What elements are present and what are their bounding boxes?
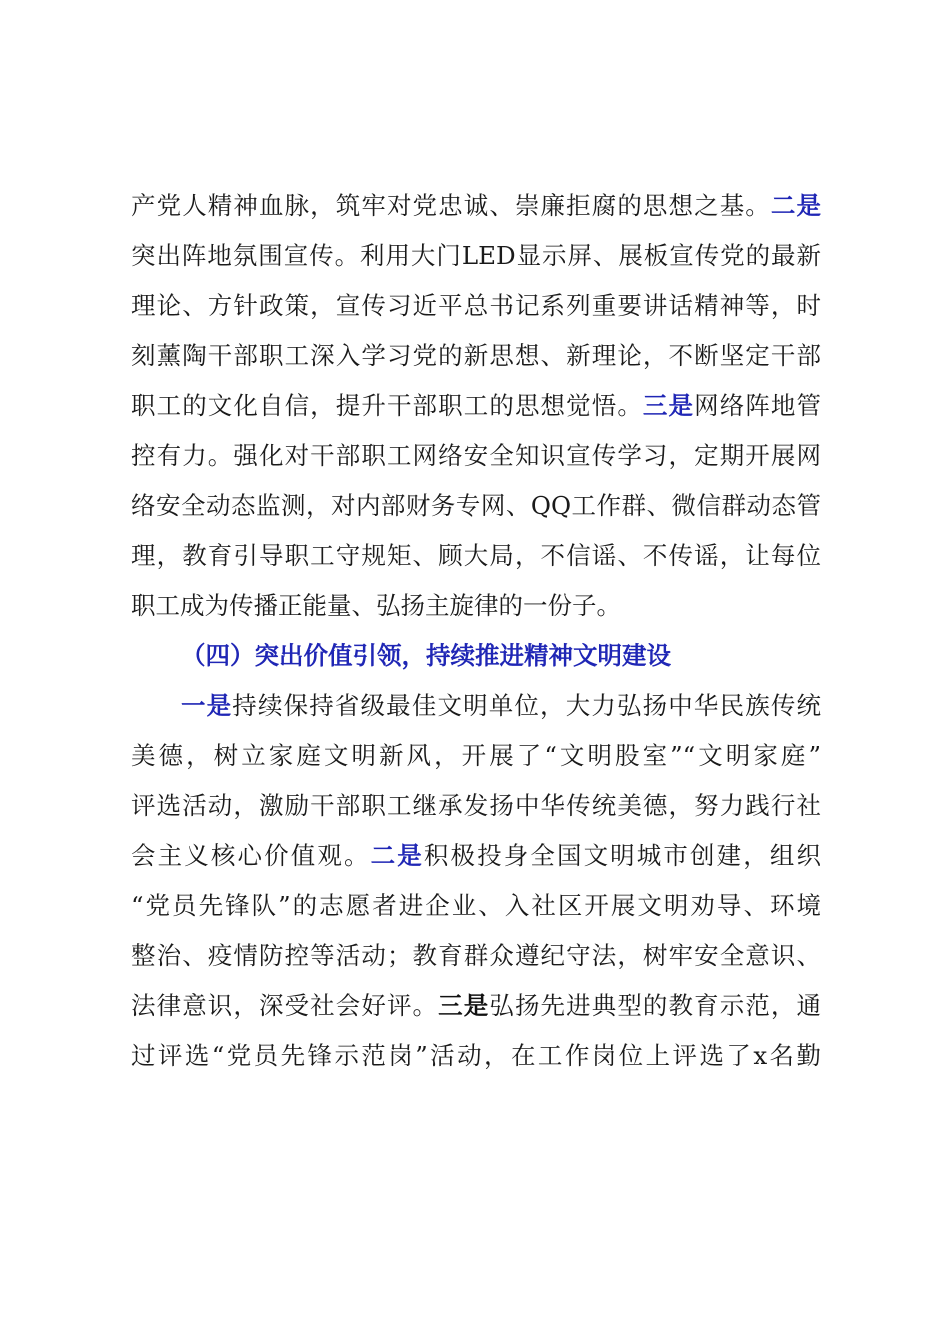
section-heading-4: （四）突出价值引领，持续推进精神文明建设	[181, 641, 671, 670]
para1-line-1-text: 产党人精神血脉，筑牢对党忠诚、崇廉拒腐的思想之基。	[131, 191, 771, 220]
para2-line-7-text: 法律意识，深受社会好评。	[131, 991, 439, 1020]
para2-line-3: 评选活动，激励干部职工继承发扬中华传统美德，努力践行社	[131, 791, 821, 820]
para2-line-5: “党员先锋队”的志愿者进企业、入社区开展文明劝导、环境	[131, 891, 821, 920]
para2-line-1-text: 持续保持省级最佳文明单位，大力弘扬中华民族传统	[232, 691, 822, 720]
para2-marker-one: 一是	[181, 691, 233, 720]
para1-marker-two: 二是	[770, 191, 822, 220]
para1-line-7: 络安全动态监测，对内部财务专网、QQ工作群、微信群动态管	[131, 491, 821, 520]
para1-line-9: 职工成为传播正能量、弘扬主旋律的一份子。	[131, 591, 621, 620]
para2-marker-two: 二是	[370, 841, 424, 870]
para2-line-4-text: 会主义核心价值观。	[131, 841, 371, 870]
para1-line-4: 刻薰陶干部职工深入学习党的新思想、新理论，不断坚定干部	[131, 341, 821, 370]
para2-line-6: 整治、疫情防控等活动；教育群众遵纪守法，树牢安全意识、	[131, 941, 821, 970]
para2-line-1	[181, 686, 821, 726]
para1-line-5-text: 职工的文化自信，提升干部职工的思想觉悟。	[131, 391, 643, 420]
para1-line-5	[131, 386, 821, 426]
para1-line-6: 控有力。强化对干部职工网络安全知识宣传学习，定期开展网	[131, 441, 821, 470]
para1-line-5-tail: 网络阵地管	[694, 391, 822, 420]
para2-marker-three: 三是	[438, 991, 490, 1020]
para1-line-3: 理论、方针政策，宣传习近平总书记系列重要讲话精神等，时	[131, 291, 821, 320]
para1-marker-three: 三是	[642, 391, 695, 420]
para2-line-2: 美德，树立家庭文明新风，开展了“文明股室”“文明家庭”	[131, 741, 821, 770]
para1-line-8: 理，教育引导职工守规矩、顾大局，不信谣、不传谣，让每位	[131, 541, 821, 570]
para2-line-7	[131, 986, 821, 1026]
para2-line-8: 过评选“党员先锋示范岗”活动，在工作岗位上评选了x名勤	[131, 1041, 821, 1070]
para2-line-4-tail: 积极投身全国文明城市创建，组织	[423, 841, 822, 870]
para1-line-2: 突出阵地氛围宣传。利用大门LED显示屏、展板宣传党的最新	[131, 241, 821, 270]
para2-line-4	[131, 836, 821, 876]
para1-line-1	[131, 186, 821, 226]
para2-line-7-tail: 弘扬先进典型的教育示范，通	[489, 991, 822, 1020]
